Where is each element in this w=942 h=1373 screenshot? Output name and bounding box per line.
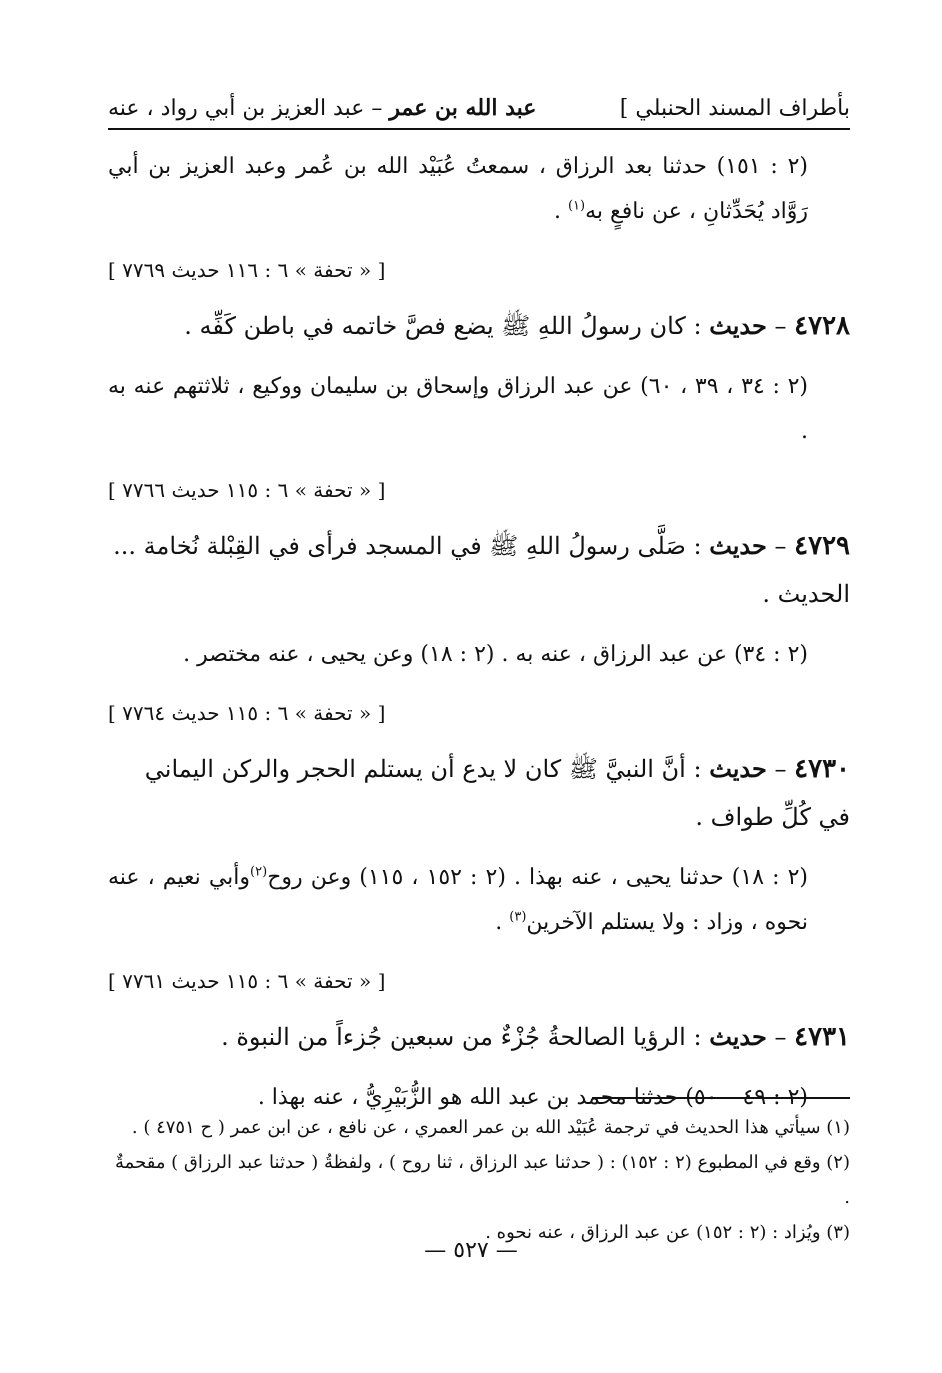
hadith-number: ٤٧٢٩ (794, 531, 850, 561)
dash: – (766, 532, 795, 560)
hadith-text: : أنَّ النبيَّ ﷺ كان لا يدع أن يستلم الحجر والركن اليماني في كُلِّ طواف . (144, 755, 850, 831)
header-narrator: عبد الله بن عمر (389, 95, 537, 121)
running-header (108, 88, 850, 130)
hadith-keyword: حديث (709, 754, 767, 783)
footnote-3: (٣) ويُزاد : (٢ : ١٥٢) عن عبد الرزاق ، عنه نحوه . (485, 1222, 850, 1243)
source-line-4731: (٢ : ٤٩ – ٥٠) حدثنا محمد بن عبد الله هو الزُّبَيْرِيُّ ، عنه بهذا . (257, 1085, 808, 1110)
hadith-4728 (108, 302, 850, 350)
hadith-4730 (108, 745, 850, 841)
header-subnarrator: – عبد العزيز بن أبي رواد ، عنه (108, 96, 390, 121)
hadith-text: : كان رسولُ اللهِ ﷺ يضع فصَّ خاتمه في باطن كَفِّه . (184, 312, 710, 340)
hadith-keyword: حديث (709, 311, 767, 340)
footnotes (108, 1110, 850, 1250)
main-text (108, 144, 850, 1138)
source-text-a: (٢ : ١٨) حدثنا يحيى ، عنه بهذا . (٢ : ١٥٢ ، ١١٥) وعن روح (267, 865, 808, 890)
source-line-4730 (108, 855, 850, 945)
hadith-keyword: حديث (709, 1022, 767, 1051)
footnote-2: (٢) وقع في المطبوع (٢ : ١٥٢) : ( حدثنا عبد الرزاق ، ثنا روح ) ، ولفظةُ ( حدثنا عبد الرزاق ) مقحمةٌ . (115, 1152, 850, 1208)
page-number: — ٥٢٧ — (424, 1238, 518, 1263)
hadith-number: ٤٧٢٨ (794, 311, 850, 341)
header-book-title: بأطراف المسند الحنبلي ] (619, 95, 850, 121)
header-chapter-title (108, 95, 536, 121)
source-line-4728: (٢ : ٣٤ ، ٣٩ ، ٦٠) عن عبد الرزاق وإسحاق بن سليمان ووكيع ، ثلاثتهم عنه به . (108, 374, 808, 444)
footnote-separator (592, 1097, 850, 1099)
hadith-number: ٤٧٣١ (794, 1022, 850, 1052)
footnote-marker-3: (٣) (509, 909, 527, 925)
hadith-keyword: حديث (709, 531, 767, 560)
tuhfa-reference-1: [ « تحفة » ٦ : ١١٦ حديث ٧٧٦٩ ] (108, 258, 386, 282)
hadith-text: : الرؤيا الصالحةُ جُزْءٌ من سبعين جُزءاً من النبوة . (221, 1023, 710, 1051)
tuhfa-reference-4: [ « تحفة » ٦ : ١١٥ حديث ٧٧٦١ ] (108, 969, 386, 993)
hadith-4729 (108, 522, 850, 618)
source-line-4729: (٢ : ٣٤) عن عبد الرزاق ، عنه به . (٢ : ١٨) وعن يحيى ، عنه مختصر . (183, 642, 808, 667)
hadith-text: : صَلَّى رسولُ اللهِ ﷺ في المسجد فرأى في القِبْلة نُخامة ... الحديث . (113, 532, 850, 608)
source-line-intro (108, 144, 850, 234)
hadith-number: ٤٧٣٠ (794, 754, 850, 784)
hadith-4731 (108, 1013, 850, 1061)
footnote-1: (١) سيأتي هذا الحديث في ترجمة عُبَيْد الله بن عمر العمري ، عن نافع ، عن ابن عمر ( ح ٤٧٥١ ) . (131, 1117, 850, 1138)
dash: – (766, 1023, 795, 1051)
intro-tail: . (553, 199, 568, 224)
tuhfa-reference-2: [ « تحفة » ٦ : ١١٥ حديث ٧٧٦٦ ] (108, 478, 386, 502)
source-text-c: . (495, 910, 510, 935)
footnote-marker-1: (١) (567, 198, 586, 214)
footnote-marker-2: (٢) (250, 864, 268, 880)
intro-text: (٢ : ١٥١) حدثنا بعد الرزاق ، سمعتُ عُبَيْد الله بن عُمر وعبد العزيز بن أبي رَوَّاد يُحَدِّثانِ ، عن نافعٍ به (108, 154, 808, 224)
tuhfa-reference-3: [ « تحفة » ٦ : ١١٥ حديث ٧٧٦٤ ] (108, 701, 386, 725)
dash: – (766, 312, 795, 340)
dash: – (766, 755, 795, 783)
source-text-b: وأبي نعيم ، عنه نحوه ، وزاد : ولا يستلم الآخرين (108, 865, 808, 935)
